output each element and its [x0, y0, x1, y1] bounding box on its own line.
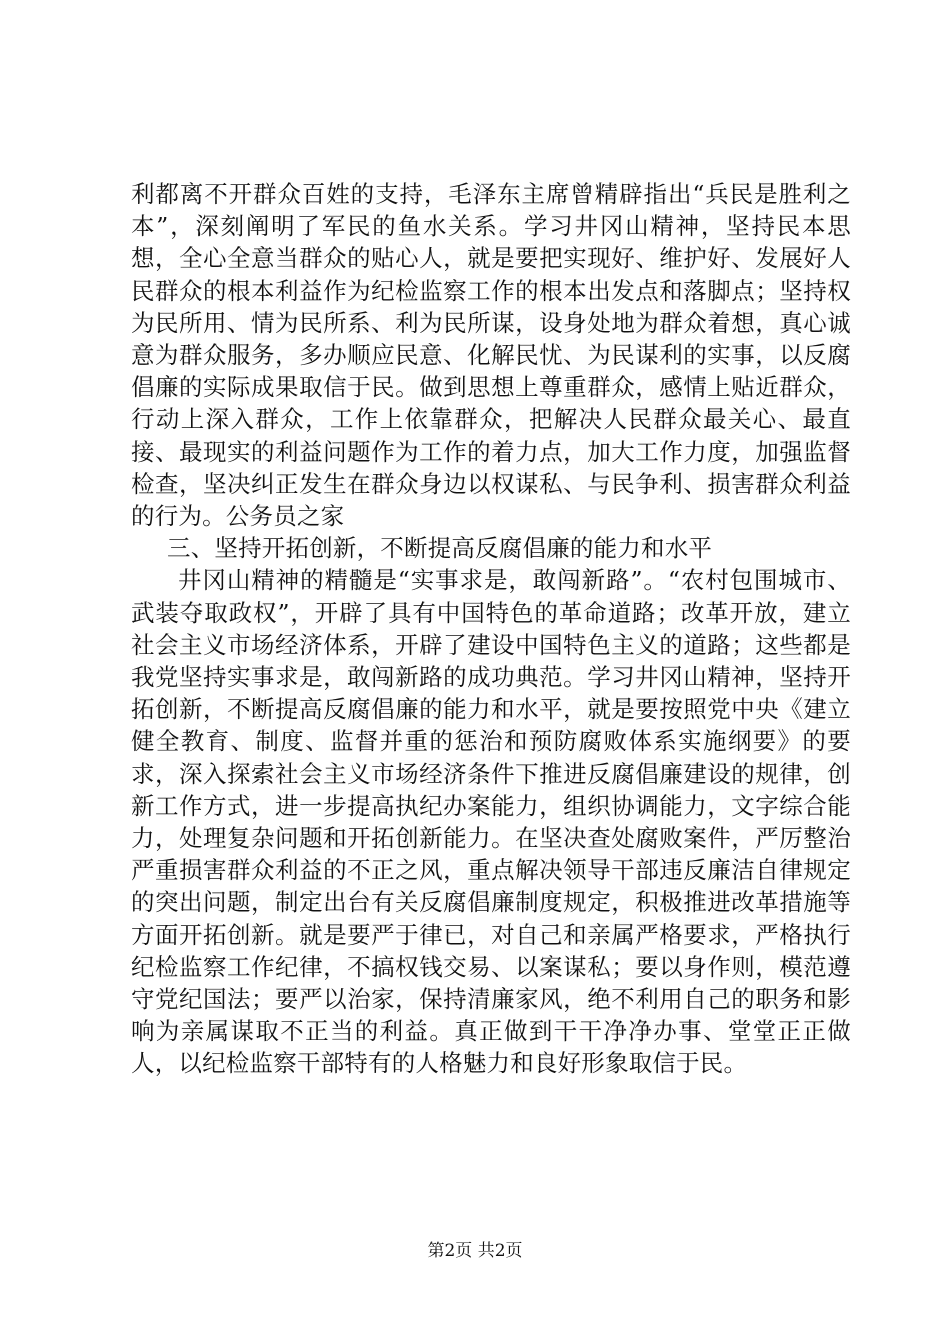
paragraph-continuation: 利都离不开群众百姓的支持，毛泽东主席曾精辟指出“兵民是胜利之本”，深刻阐明了军民的鱼水关系。学习井冈山精神，坚持民本思想，全心全意当群众的贴心人，就是要把实现好、维护好、发展好人民群众的根本利益作为纪检监察工作的根本出发点和落脚点；坚持权为民所用、情为民所系、利为民所谋，设身处地为群众着想，真心诚意为群众服务，多办顺应民意、化解民忧、为民谋利的实事，以反腐倡廉的实际成果取信于民。做到思想上尊重群众，感情上贴近群众，行动上深入群众，工作上依靠群众，把解决人民群众最关心、最直接、最现实的利益问题作为工作的着力点，加大工作力度，加强监督检查，坚决纠正发生在群众身边以权谋私、与民争利、损害群众利益的行为。公务员之家: [131, 180, 851, 531]
section-heading-three: 三、坚持开拓创新，不断提高反腐倡廉的能力和水平: [167, 534, 713, 563]
page-footer: 第2页 共2页: [427, 1241, 523, 1261]
document-body: [131, 178, 851, 1080]
paragraph-jinggangshan-spirit: 井冈山精神的精髓是“实事求是，敢闯新路”。“农村包围城市、武装夺取政权”，开辟了具有中国特色的革命道路；改革开放，建立社会主义市场经济体系，开辟了建设中国特色主义的道路；这些都是我党坚持实事求是，敢闯新路的成功典范。学习井冈山精神，坚持开拓创新，不断提高反腐倡廉的能力和水平，就是要按照党中央《建立健全教育、制度、监督并重的惩治和预防腐败体系实施纲要》的要求，深入探索社会主义市场经济条件下推进反腐倡廉建设的规律，创新工作方式，进一步提高执纪办案能力，组织协调能力，文字综合能力，处理复杂问题和开拓创新能力。在坚决查处腐败案件，严厉整治严重损害群众利益的不正之风，重点解决领导干部违反廉洁自律规定的突出问题，制定出台有关反腐倡廉制度规定，积极推进改革措施等方面开拓创新。就是要严于律已，对自己和亲属严格要求，严格执行纪检监察工作纪律，不搞权钱交易、以案谋私；要以身作则，模范遵守党纪国法；要严以治家，保持清廉家风，绝不利用自己的职务和影响为亲属谋取不正当的利益。真正做到干干净净办事、堂堂正正做人，以纪检监察干部特有的人格魅力和良好形象取信于民。: [131, 566, 851, 1078]
